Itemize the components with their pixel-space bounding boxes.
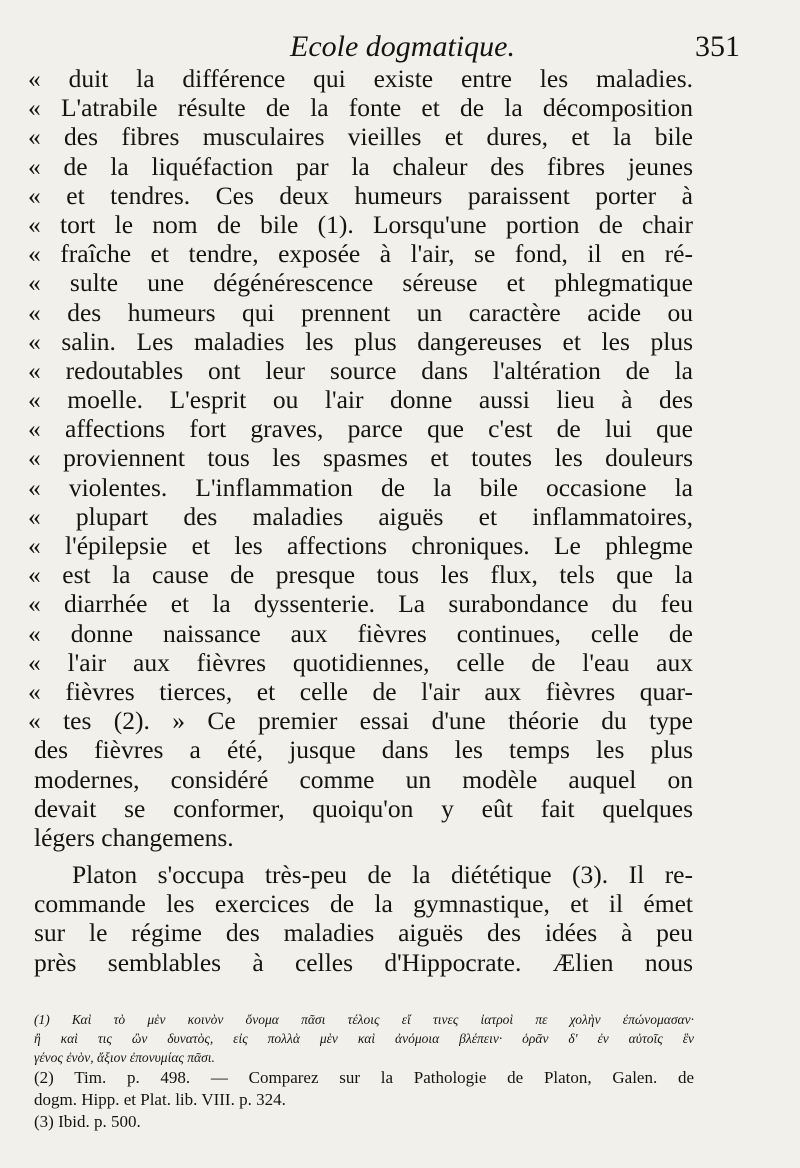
text-line: commande les exercices de la gymnastique, et il émet (34, 889, 693, 919)
text-line: légers changemens. (34, 822, 234, 852)
footnote-1-line: ἢ καὶ τις ὢν δυνατὸς, εἰς πολλὰ μὲν καὶ ἀνόμοια βλέπειν· ὁρᾶν δ' ἐν αὐτοῖς ἓν (34, 1031, 694, 1046)
text-line: modernes, considéré comme un modèle auquel on (34, 764, 693, 794)
text-line: « sulte une dégénérescence séreuse et phlegmatique (28, 268, 693, 298)
text-line: « redoutables ont leur source dans l'altération de la (28, 355, 693, 385)
page-number: 351 (695, 30, 740, 63)
text-line: « moelle. L'esprit ou l'air donne aussi lieu à des (28, 385, 693, 415)
running-title: Ecole dogmatique. (290, 30, 515, 63)
text-line: « fraîche et tendre, exposée à l'air, se fond, il en ré- (28, 239, 693, 269)
text-line: « donne naissance aux fièvres continues, celle de (28, 618, 693, 648)
text-line: « proviennent tous les spasmes et toutes les douleurs (28, 443, 693, 473)
text-line: « diarrhée et la dyssenterie. La surabondance du feu (28, 589, 693, 619)
text-line: « L'atrabile résulte de la fonte et de la décomposition (28, 93, 693, 123)
footnote-3-line: (3) Ibid. p. 500. (34, 1112, 141, 1131)
page-header (60, 28, 740, 68)
footnote-2-line: (2) Tim. p. 498. — Comparez sur la Pathologie de Platon, Galen. de (34, 1068, 694, 1087)
footnotes (34, 1010, 694, 1133)
text-line: des fièvres a été, jusque dans les temps les plus (34, 735, 693, 765)
text-line: « plupart des maladies aiguës et inflammatoires, (28, 501, 693, 531)
text-line: « des humeurs qui prennent un caractère acide ou (28, 297, 693, 327)
text-line: « est la cause de presque tous les flux, tels que la (28, 560, 693, 590)
text-line: sur le régime des maladies aiguës des idées à peu (34, 918, 693, 948)
footnote-1-line: (1) Καὶ τὸ μὲν κοινὸν ὄνομα πᾶσι τέλοις εἴ τινες ἰατροὶ πε χολὴν ἐπώνομασαν· (34, 1012, 694, 1027)
text-line: « tes (2). » Ce premier essai d'une théorie du type (28, 706, 693, 736)
text-line: « duit la différence qui existe entre les maladies. (28, 64, 693, 93)
text-line: devait se conformer, quoiqu'on y eût fait quelques (34, 793, 693, 823)
text-line: « tort le nom de bile (1). Lorsqu'une portion de chair (28, 209, 693, 239)
text-line: « de la liquéfaction par la chaleur des fibres jeunes (28, 151, 693, 181)
text-line: « salin. Les maladies les plus dangereuses et les plus (28, 326, 693, 356)
text-line: « violentes. L'inflammation de la bile occasione la (28, 472, 693, 502)
text-line: « et tendres. Ces deux humeurs paraissent porter à (28, 180, 693, 210)
text-line: « l'épilepsie et les affections chroniques. Le phlegme (28, 531, 693, 560)
body-text (28, 64, 693, 977)
footnote-2-line: dogm. Hipp. et Plat. lib. VIII. p. 324. (34, 1090, 286, 1109)
text-line: « des fibres musculaires vieilles et dures, et la bile (28, 122, 693, 152)
text-line: « l'air aux fièvres quotidiennes, celle de l'eau aux (28, 647, 693, 677)
text-line: « affections fort graves, parce que c'est de lui que (28, 414, 693, 444)
paragraph-gap (28, 852, 693, 860)
text-line: près semblables à celles d'Hippocrate. Ælien nous (34, 947, 693, 977)
footnote-1-line: γένος ἐνὸν, ἄξιον ἐπονυμίας πᾶσι. (34, 1050, 215, 1065)
text-line: Platon s'occupa très-peu de la diététique (3). Il re- (72, 860, 693, 890)
text-line: « fièvres tierces, et celle de l'air aux fièvres quar- (28, 676, 693, 706)
